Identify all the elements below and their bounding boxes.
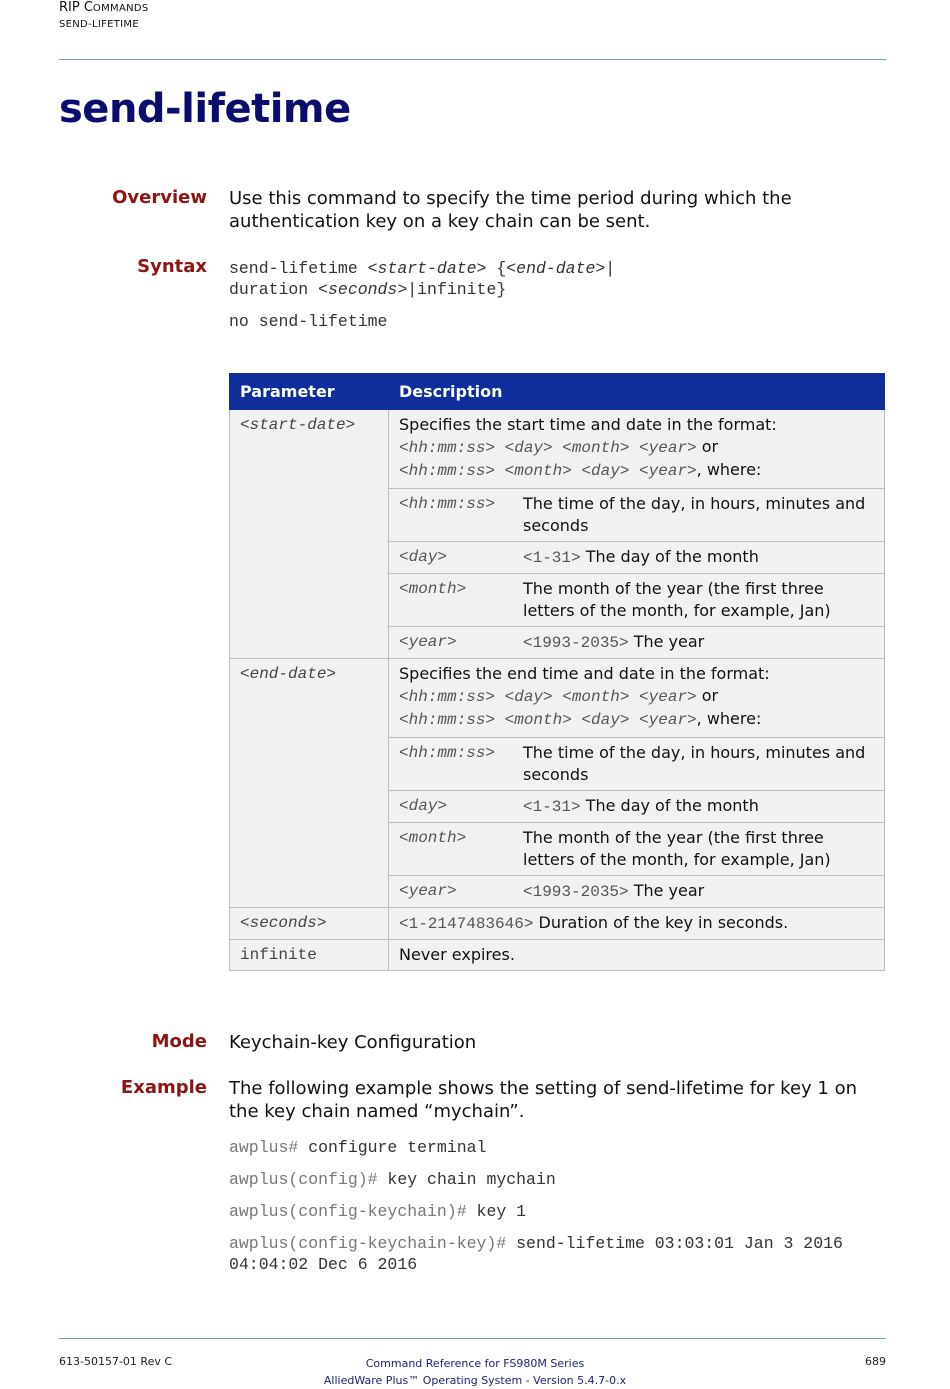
page-title: send-lifetime — [59, 86, 351, 132]
running-header — [59, 0, 149, 33]
table-row — [230, 940, 885, 971]
end-date-format: Specifies the end time and date in the format: <hh:mm:ss> <day> <month> <year> or <hh:mm:ss> <month> <day> <year>, where: — [399, 664, 770, 729]
desc-infinite: Never expires. — [389, 940, 885, 971]
header-divider — [59, 59, 886, 60]
example-label: Example — [120, 1077, 207, 1098]
table-row: <month> The month of the year (the first three letters of the month, for example, Jan) — [389, 574, 884, 627]
syntax-no-form: no send-lifetime — [229, 312, 388, 331]
syntax-block — [229, 258, 889, 332]
overview-label: Overview — [112, 187, 207, 208]
page-number: 689 — [865, 1355, 886, 1368]
end-date-subtable — [389, 737, 884, 907]
col-header-parameter: Parameter — [230, 374, 389, 410]
code-line-continuation: 04:04:02 Dec 6 2016 — [229, 1255, 418, 1274]
table-row: <year> <1993-2035> The year — [389, 876, 884, 908]
overview-text: Use this command to specify the time period during which the authentication key on a key chain can be sent. — [229, 188, 792, 232]
syntax-line-1: send-lifetime <start-date> {<end-date>| — [229, 259, 616, 278]
table-row: <day> <1-31> The day of the month — [389, 542, 884, 574]
table-row — [230, 410, 885, 659]
col-header-description: Description — [389, 374, 885, 410]
header-chapter: RIP COMMANDS — [59, 0, 149, 15]
code-line: awplus# configure terminal — [229, 1138, 487, 1157]
table-row: <year> <1993-2035> The year — [389, 627, 884, 659]
header-section: SEND-LIFETIME — [59, 19, 139, 30]
footer-title: Command Reference for FS980M Series AlliedWare Plus™ Operating System - Version 5.4.7-0.x — [323, 1357, 627, 1387]
code-line: awplus(config-keychain-key)# send-lifetime 03:03:01 Jan 3 2016 — [229, 1234, 843, 1253]
mode-label: Mode — [151, 1031, 207, 1052]
example-code-block — [229, 1137, 889, 1275]
code-line: awplus(config-keychain)# key 1 — [229, 1202, 527, 1221]
start-date-format: Specifies the start time and date in the format: <hh:mm:ss> <day> <month> <year> or <hh:mm:ss> <month> <day> <year>, where: — [399, 415, 777, 480]
table-row: <month> The month of the year (the first three letters of the month, for example, Jan) — [389, 823, 884, 876]
syntax-label: Syntax — [137, 256, 207, 277]
start-date-subtable — [389, 488, 884, 658]
desc-seconds: <1-2147483646> Duration of the key in seconds. — [389, 908, 885, 940]
example-text: The following example shows the setting of send-lifetime for key 1 on the key chain named “mychain”. — [229, 1078, 857, 1122]
code-line: awplus(config)# key chain mychain — [229, 1170, 556, 1189]
table-row — [230, 659, 885, 908]
table-row — [230, 908, 885, 940]
footer-doc-number: 613-50157-01 Rev C — [59, 1355, 173, 1368]
syntax-line-2: duration <seconds>|infinite} — [229, 280, 507, 299]
parameter-table — [229, 373, 885, 971]
table-row: <hh:mm:ss> The time of the day, in hours, minutes and seconds — [389, 489, 884, 542]
table-row: <hh:mm:ss> The time of the day, in hours, minutes and seconds — [389, 738, 884, 791]
table-header-row — [230, 374, 885, 410]
param-end-date: <end-date> — [230, 659, 389, 908]
param-seconds: <seconds> — [230, 908, 389, 940]
param-start-date: <start-date> — [230, 410, 389, 659]
desc-end-date — [389, 659, 885, 908]
param-infinite: infinite — [230, 940, 389, 971]
footer-divider — [59, 1338, 886, 1339]
table-row: <day> <1-31> The day of the month — [389, 791, 884, 823]
mode-text: Keychain-key Configuration — [229, 1032, 477, 1053]
desc-start-date — [389, 410, 885, 659]
